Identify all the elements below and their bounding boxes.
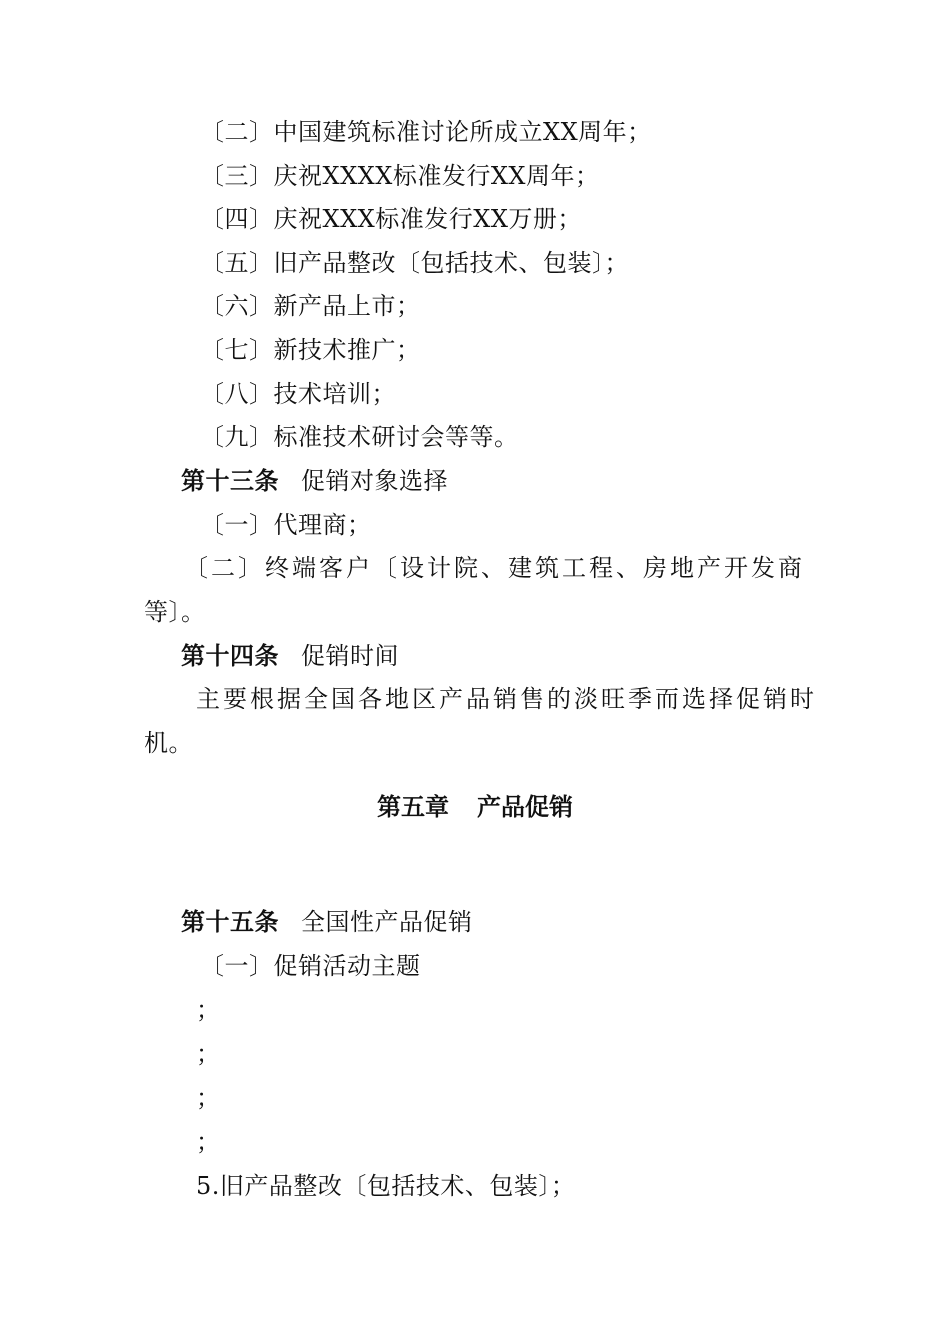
article-15-label: 第十五条: [181, 908, 279, 936]
article-15-title: 全国性产品促销: [301, 908, 473, 936]
list-item: 〔八〕技术培训；: [200, 380, 396, 408]
article-13-heading: [181, 466, 448, 496]
list-item: 〔四〕庆祝XXX标准发行XX万册；: [200, 205, 582, 233]
list-item: 〔三〕庆祝XXXX标准发行XX周年；: [200, 162, 600, 190]
list-item: 〔九〕标准技术研讨会等等。: [200, 423, 519, 451]
list-item: 〔二〕终端客户〔设计院、建筑工程、房地产开发商: [184, 554, 805, 582]
list-item: ；: [196, 1084, 221, 1112]
article-15-heading: [181, 907, 473, 937]
chapter-title: 产品促销: [477, 793, 573, 821]
article-13-title: 促销对象选择: [301, 467, 448, 495]
article-14-label: 第十四条: [181, 642, 279, 670]
article-14-body-continuation: 机。: [144, 729, 193, 757]
list-item: 〔一〕代理商；: [200, 511, 372, 539]
list-item: 〔五〕旧产品整改〔包括技术、包装〕；: [200, 249, 629, 277]
sub-heading: 〔一〕促销活动主题: [200, 952, 421, 980]
list-item: 〔六〕新产品上市；: [200, 292, 421, 320]
chapter-label: 第五章: [377, 793, 449, 821]
article-14-heading: [181, 641, 399, 671]
list-item: ；: [196, 1040, 221, 1068]
list-item-continuation: 等〕。: [144, 598, 206, 626]
list-item: 5.旧产品整改〔包括技术、包装〕；: [196, 1172, 576, 1200]
article-14-body: 主要根据全国各地区产品销售的淡旺季而选择促销时: [196, 685, 817, 713]
list-item: 〔七〕新技术推广；: [200, 336, 421, 364]
article-14-title: 促销时间: [301, 642, 399, 670]
chapter-heading: [0, 792, 950, 822]
list-item: ；: [196, 996, 221, 1024]
list-item: 〔二〕中国建筑标准讨论所成立XX周年；: [200, 118, 652, 146]
article-13-label: 第十三条: [181, 467, 279, 495]
list-item: ；: [196, 1128, 221, 1156]
